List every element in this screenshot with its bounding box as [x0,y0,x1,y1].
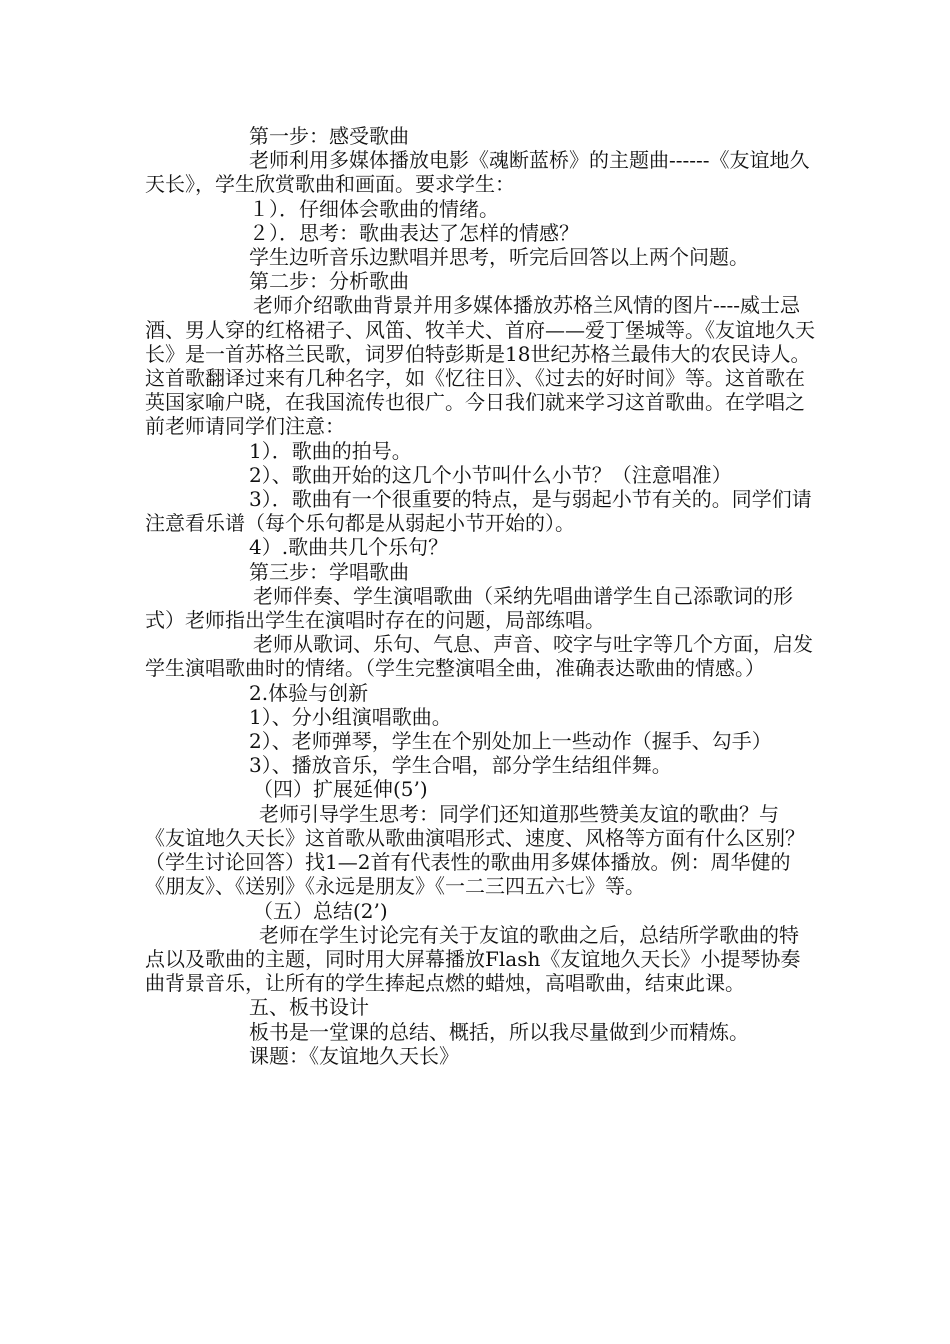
step1-heading: 第一步：感受歌曲 [249,124,409,148]
list-item: 2）、老师弹琴，学生在个别处加上一些动作（握手、勾手） [249,729,772,754]
list-item: 3）．歌曲有一个很重要的特点，是与弱起小节有关的。同学们请注意看乐谱（每个乐句都是从弱起小节开始的）。 [145,487,812,536]
section-heading: （四）扩展延伸(5’) [253,777,428,802]
paragraph: 老师介绍歌曲背景并用多媒体播放苏格兰风情的图片----威士忌酒、男人穿的红格裙子、风笛、牧羊犬、首府——爱丁堡城等。《友谊地久天长》是一首苏格兰民歌，词罗伯特彭斯是18世纪苏格兰最伟大的农民诗人。这首歌翻译过来有几种名字，如《忆往日》、《过去的好时间》等。这首歌在英国家喻户晓，在我国流传也很广。今日我们就来学习这首歌曲。在学唱之前老师请同学们注意： [145,293,815,439]
paragraph: 老师从歌词、乐句、气息、声音、咬字与吐字等几个方面，启发学生演唱歌曲时的情绪。（学生完整演唱全曲，准确表达歌曲的情感。） [145,632,813,681]
step3-heading: 第三步：学唱歌曲 [249,559,409,584]
document-body [145,124,815,1068]
paragraph: 板书是一堂课的总结、概括，所以我尽量做到少而精炼。 [249,1019,749,1044]
section-heading: 2.体验与创新 [249,680,369,705]
paragraph: 老师伴奏、学生演唱歌曲（采纳先唱曲谱学生自己添歌词的形式）老师指出学生在演唱时存在的问题，局部练唱。 [145,583,793,633]
list-item: 1）、分小组演唱歌曲。 [249,704,452,729]
paragraph: 老师利用多媒体播放电影《魂断蓝桥》的主题曲------《友谊地久天长》，学生欣赏歌曲和画面。要求学生： [145,148,810,197]
section-heading: 五、板书设计 [249,995,369,1020]
lesson-title: 课题：《友谊地久天长》 [249,1043,459,1068]
paragraph: 老师在学生讨论完有关于友谊的歌曲之后，总结所学歌曲的特点以及歌曲的主题，同时用大屏幕播放Flash《友谊地久天长》小提琴协奏曲背景音乐，让所有的学生捧起点燃的蜡烛，高唱歌曲，结束此课。 [145,922,801,996]
list-item: 1）．歌曲的拍号。 [249,438,412,463]
step2-heading: 第二步：分析歌曲 [249,269,409,294]
list-item: 2）、歌曲开始的这几个小节叫什么小节？（注意唱准） [249,462,732,487]
list-item: ２）．思考：歌曲表达了怎样的情感？ [249,220,579,245]
paragraph: 老师引导学生思考：同学们还知道那些赞美友谊的歌曲？与《友谊地久天长》这首歌从歌曲演唱形式、速度、风格等方面有什么区别？（学生讨论回答）找1—2首有代表性的歌曲用多媒体播放。例：周华健的《朋友》、《送别》《永远是朋友》《一二三四五六七》等。 [145,801,805,899]
paragraph: 学生边听音乐边默唱并思考，听完后回答以上两个问题。 [249,245,749,270]
section-heading: （五）总结(2’) [253,898,388,923]
list-item: 3）、播放音乐，学生合唱，部分学生结组伴舞。 [249,753,672,778]
list-item: １）．仔细体会歌曲的情绪。 [249,196,499,221]
list-item: 4）.歌曲共几个乐句？ [249,535,449,560]
